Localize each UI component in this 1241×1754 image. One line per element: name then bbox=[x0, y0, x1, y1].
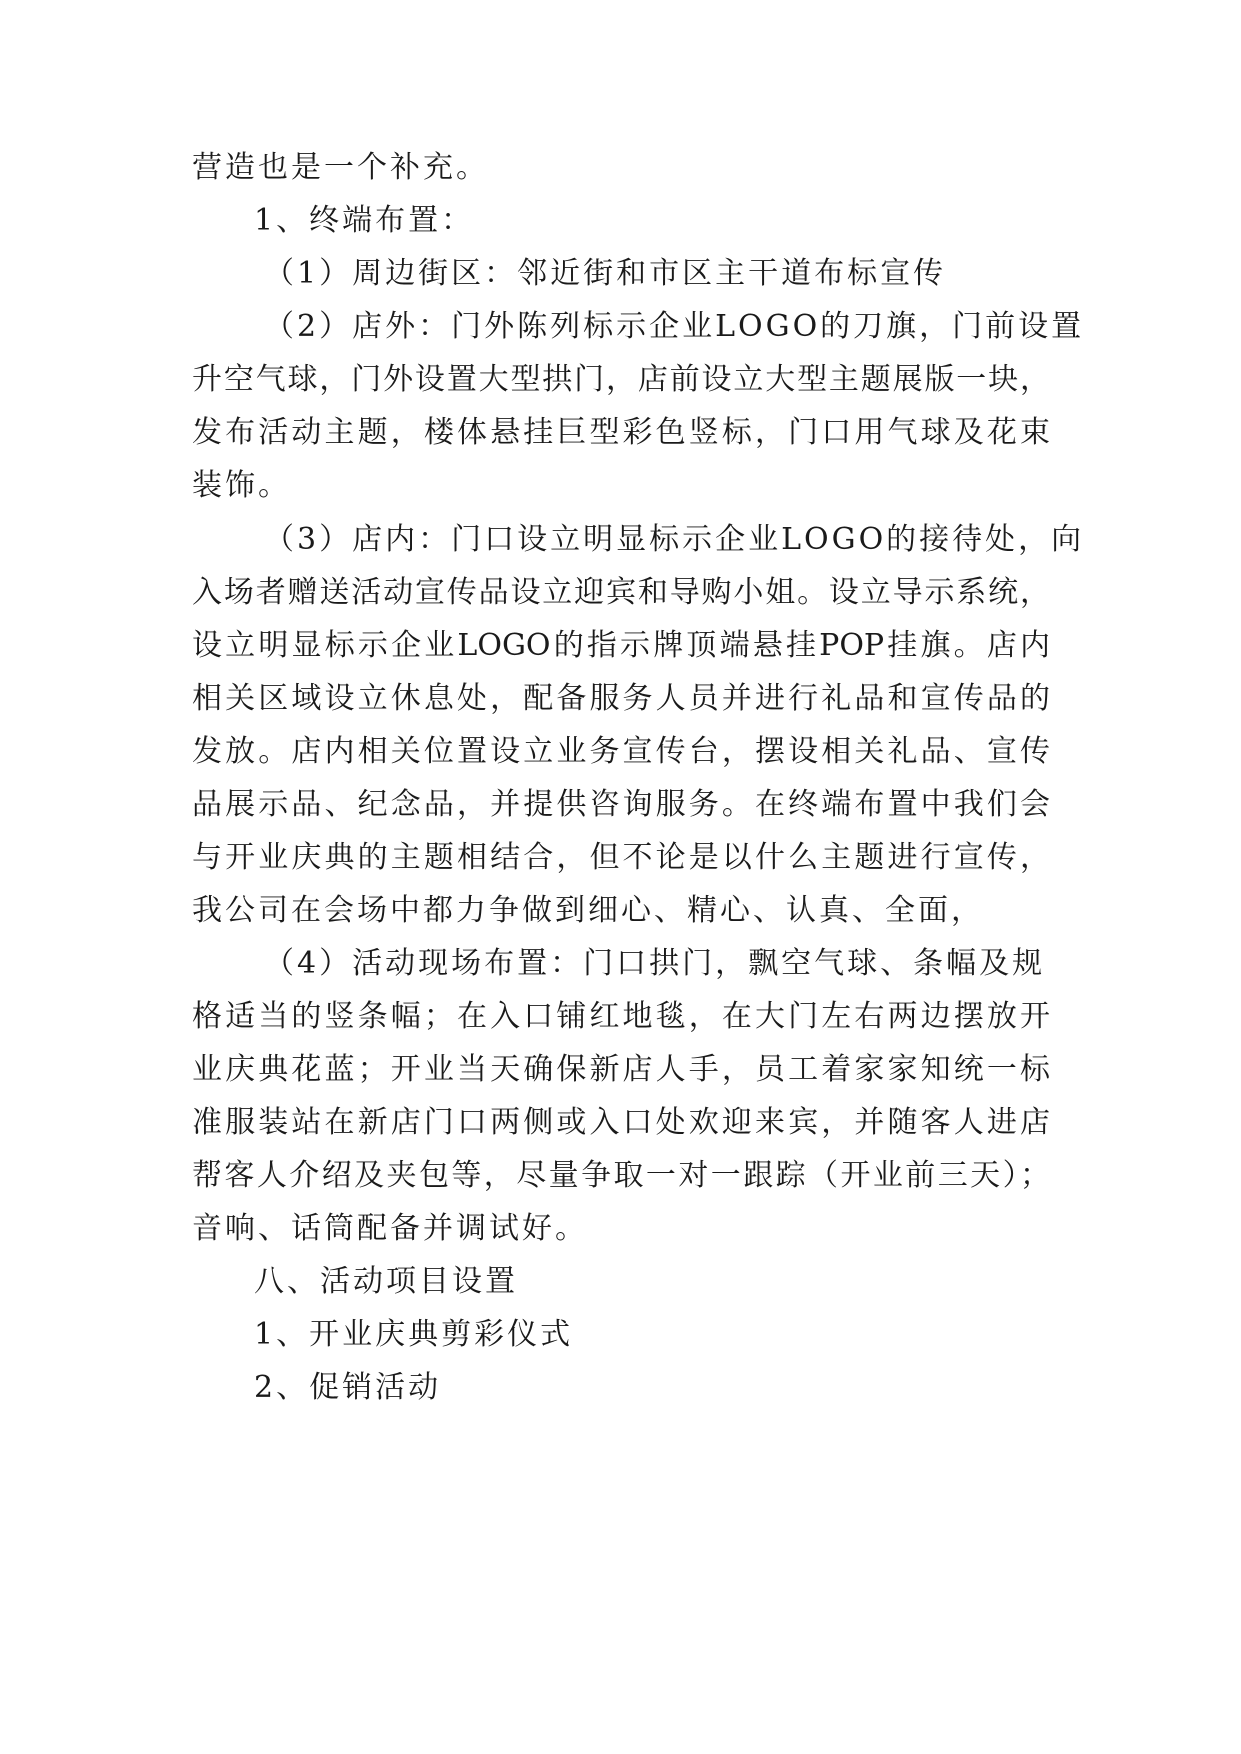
text-line-7: 装饰。 bbox=[192, 468, 291, 503]
text-line-15: 我公司在会场中都力争做到细心、精心、认真、全面， bbox=[192, 893, 984, 928]
text-line-18: 业庆典花蓝；开业当天确保新店人手，员工着家家知统一标 bbox=[192, 1052, 1050, 1087]
text-line-8: （3）店内：门口设立明显标示企业LOGO的接待处，向 bbox=[264, 522, 1085, 557]
text-line-17: 格适当的竖条幅；在入口铺红地毯，在大门左右两边摆放开 bbox=[192, 999, 1050, 1034]
text-line-14: 与开业庆典的主题相结合，但不论是以什么主题进行宣传， bbox=[192, 840, 1050, 875]
text-line-16: （4）活动现场布置：门口拱门，飘空气球、条幅及规 bbox=[264, 946, 1046, 981]
text-line-23: 1、开业庆典剪彩仪式 bbox=[254, 1317, 574, 1352]
section-heading: 八、活动项目设置 bbox=[254, 1264, 518, 1299]
text-line-24: 2、促销活动 bbox=[254, 1370, 442, 1405]
text-line-4: （2）店外：门外陈列标示企业LOGO的刀旗，门前设置 bbox=[264, 309, 1085, 344]
text-line-9: 入场者赠送活动宣传品设立迎宾和导购小姐。设立导示系统， bbox=[192, 575, 1050, 610]
text-line-10: 设立明显标示企业LOGO的指示牌顶端悬挂POP挂旗。店内 bbox=[192, 628, 1050, 663]
text-line-21: 音响、话筒配备并调试好。 bbox=[192, 1211, 588, 1246]
text-line-5: 升空气球，门外设置大型拱门，店前设立大型主题展版一块， bbox=[192, 362, 1050, 397]
text-line-1: 营造也是一个补充。 bbox=[192, 150, 489, 185]
text-line-2: 1、终端布置： bbox=[254, 203, 475, 238]
text-line-3: （1）周边街区：邻近街和市区主干道布标宣传 bbox=[264, 256, 947, 291]
text-line-6: 发布活动主题，楼体悬挂巨型彩色竖标，门口用气球及花束 bbox=[192, 415, 1050, 450]
text-line-12: 发放。店内相关位置设立业务宣传台，摆设相关礼品、宣传 bbox=[192, 734, 1050, 769]
text-line-11: 相关区域设立休息处，配备服务人员并进行礼品和宣传品的 bbox=[192, 681, 1050, 716]
text-line-20: 帮客人介绍及夹包等，尽量争取一对一跟踪（开业前三天）； bbox=[192, 1158, 1050, 1193]
text-line-13: 品展示品、纪念品，并提供咨询服务。在终端布置中我们会 bbox=[192, 787, 1050, 822]
text-line-19: 准服装站在新店门口两侧或入口处欢迎来宾，并随客人进店 bbox=[192, 1105, 1050, 1140]
